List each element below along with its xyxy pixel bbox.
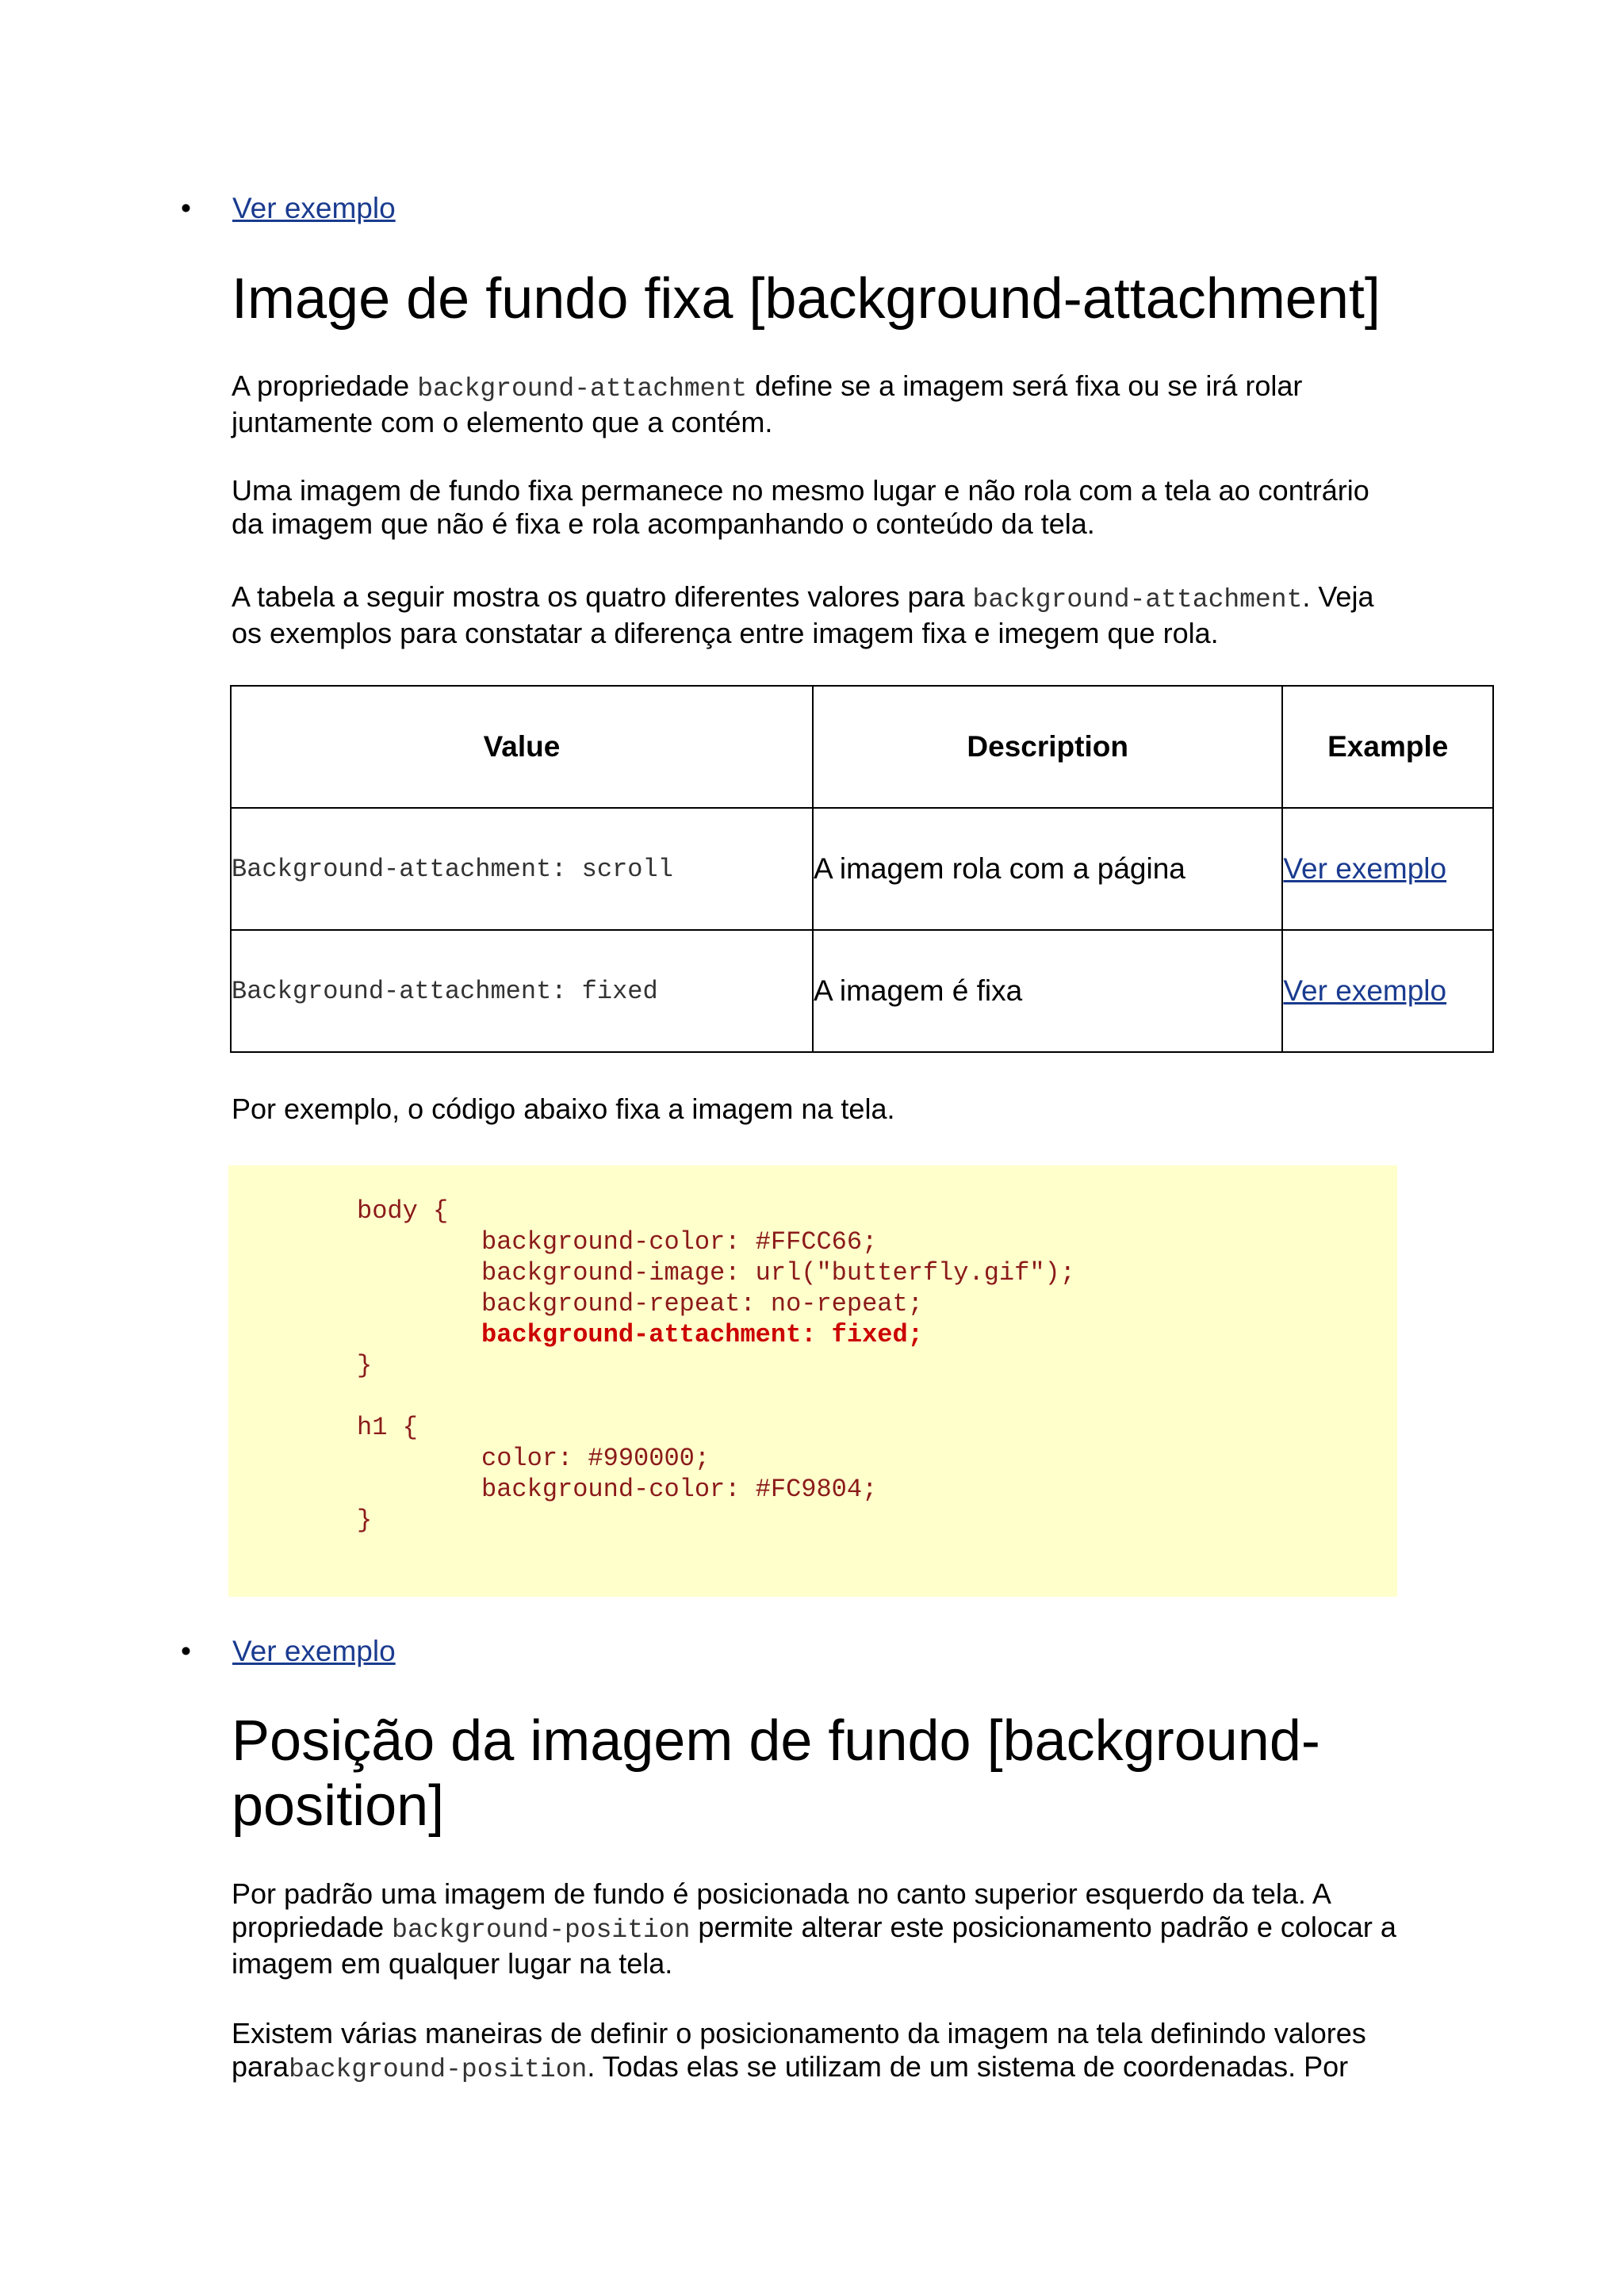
paragraph-attachment-intro — [232, 369, 1405, 439]
ver-exemplo-link[interactable]: Ver exemplo — [1283, 852, 1447, 885]
header-example: Example — [1282, 686, 1493, 808]
text-span: A propriedade — [232, 369, 418, 402]
text-span: permite alterar este posicionamento padrão e colocar a imagem em qualquer lugar na tela. — [232, 1911, 1396, 1980]
code-line: h1 { — [357, 1413, 418, 1442]
code-line: background-color: #FFCC66; — [481, 1227, 878, 1257]
code-line-highlighted: background-attachment: fixed; — [481, 1320, 923, 1349]
code-line: } — [357, 1351, 373, 1380]
text-span: define se a imagem será fixa ou se irá rolar juntamente com o elemento que a contém. — [232, 369, 1303, 438]
inline-code: background-attachment — [972, 585, 1303, 614]
paragraph-fixed-explanation: Uma imagem de fundo fixa permanece no mesmo lugar e não rola com a tela ao contrário da imagem que não é fixa e rola acompanhando o conteúdo da tela. — [232, 474, 1369, 540]
text-span: . Todas elas se utilizam de um sistema de coordenadas. Por — [587, 2050, 1349, 2083]
paragraph-position-intro — [232, 1877, 1405, 1980]
inline-code: background-position — [289, 2055, 588, 2084]
table-row — [231, 930, 1493, 1052]
text-span: A tabela a seguir mostra os quatro diferentes valores para — [232, 580, 973, 613]
ver-exemplo-link[interactable]: Ver exemplo — [232, 1635, 396, 1667]
ver-exemplo-link[interactable]: Ver exemplo — [1283, 974, 1447, 1007]
cell-example — [1282, 930, 1493, 1052]
section-title-attachment: Image de fundo fixa [background-attachment] — [232, 267, 1381, 331]
code-block — [228, 1165, 1397, 1597]
cell-example — [1282, 808, 1493, 930]
cell-description: A imagem é fixa — [813, 930, 1282, 1052]
table-header-row — [231, 686, 1493, 808]
text-span: Por padrão uma imagem de fundo é posicionada no canto superior esquerdo da tela. A propriedade — [232, 1877, 1330, 1943]
cell-value: Background-attachment: scroll — [231, 808, 813, 930]
section-title-position: Posição da imagem de fundo [background-position] — [232, 1709, 1320, 1838]
paragraph-position-methods — [232, 2017, 1405, 2087]
text-span: . Veja os exemplos para constatar a diferença entre imagem fixa e imegem que rola. — [232, 580, 1374, 649]
code-line: body { — [357, 1196, 449, 1226]
paragraph-table-intro — [232, 580, 1405, 650]
inline-code: background-attachment — [417, 374, 748, 404]
inline-code: background-position — [392, 1915, 691, 1945]
code-line: } — [357, 1506, 373, 1535]
header-value: Value — [231, 686, 813, 808]
paragraph-example-intro: Por exemplo, o código abaixo fixa a imagem na tela. — [232, 1093, 895, 1125]
bullet-dot-icon: • — [181, 192, 191, 224]
bullet-dot-icon: • — [181, 1635, 191, 1667]
cell-value: Background-attachment: fixed — [231, 930, 813, 1052]
text-span: Existem várias maneiras de definir o posicionamento da imagem na tela definindo valores para — [232, 2017, 1366, 2083]
cell-description: A imagem rola com a página — [813, 808, 1282, 930]
code-line: background-image: url("butterfly.gif"); — [481, 1258, 1075, 1288]
values-table — [230, 685, 1494, 1053]
header-description: Description — [813, 686, 1282, 808]
ver-exemplo-link[interactable]: Ver exemplo — [232, 192, 396, 224]
code-line: background-repeat: no-repeat; — [481, 1289, 923, 1318]
table-row — [231, 808, 1493, 930]
code-line: color: #990000; — [481, 1444, 710, 1473]
code-line: background-color: #FC9804; — [481, 1475, 878, 1504]
